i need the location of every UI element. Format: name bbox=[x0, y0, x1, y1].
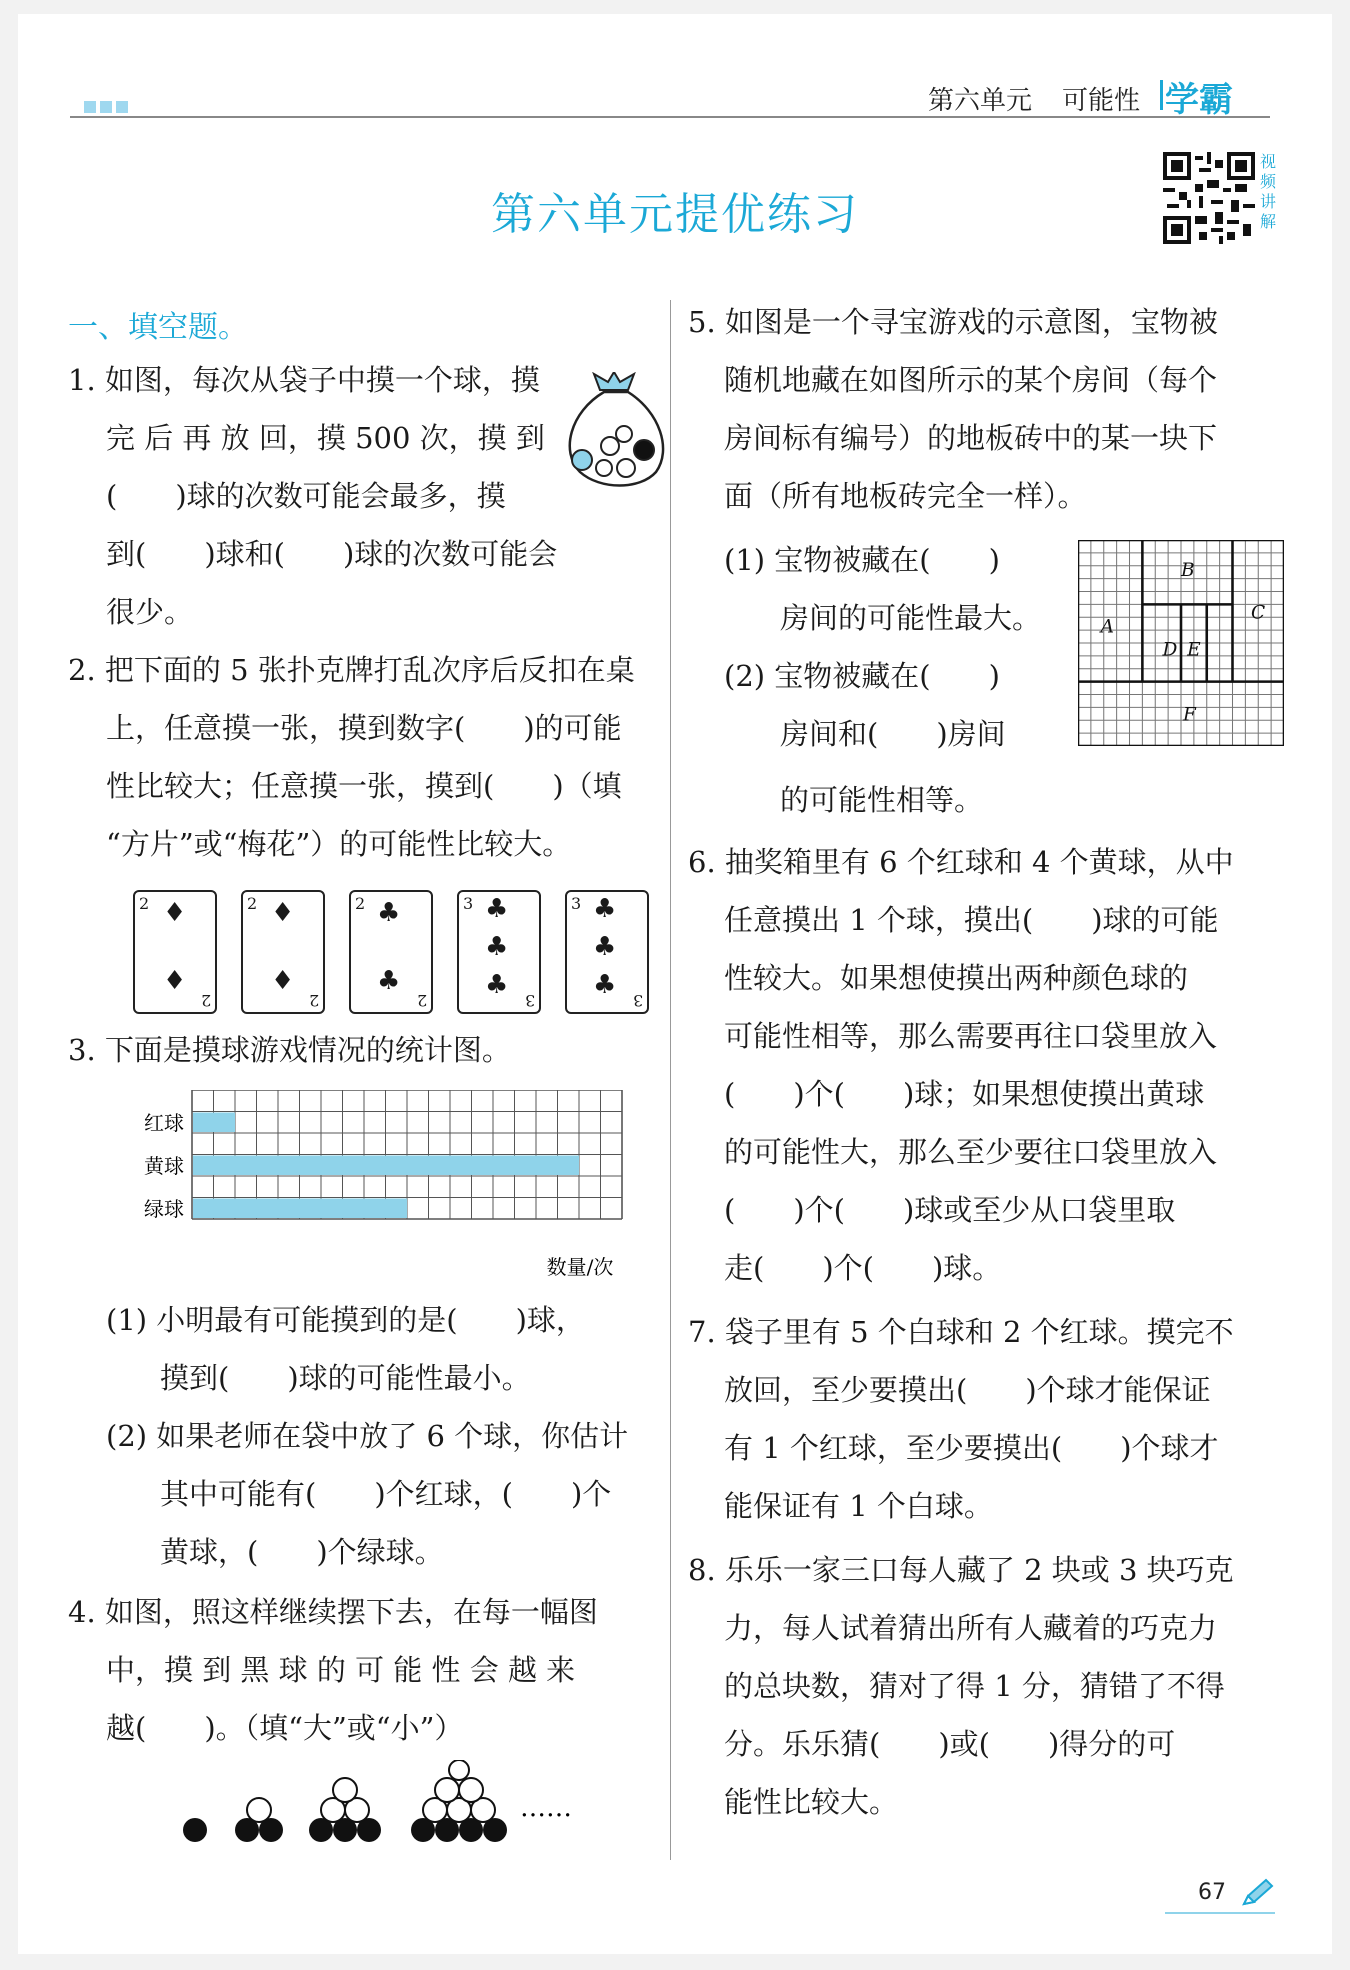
q1-line: 很少。 bbox=[106, 595, 194, 629]
header-topic: 可能性 bbox=[1062, 86, 1141, 116]
black-ball bbox=[634, 440, 654, 460]
q1-line: ( )球的次数可能会最多，摸 bbox=[106, 479, 506, 513]
playing-card: 3 ♣ ♣ ♣ 3 bbox=[457, 890, 541, 1014]
q8-line: 8. 乐乐一家三口每人藏了 2 块或 3 块巧克 bbox=[688, 1553, 1234, 1587]
brand-logo: 学霸 bbox=[1165, 80, 1233, 120]
q7-line: 7. 袋子里有 5 个白球和 2 个红球。摸完不 bbox=[688, 1315, 1234, 1349]
white-ball bbox=[617, 459, 635, 477]
q1-line: 到( )球和( )球的次数可能会 bbox=[106, 537, 558, 571]
q6-line: 任意摸出 1 个球，摸出( )球的可能 bbox=[724, 903, 1219, 937]
q3-sub-line: 黄球，( )个绿球。 bbox=[160, 1535, 444, 1569]
q1-line: 完 后 再 放 回，摸 500 次，摸 到 bbox=[106, 421, 545, 455]
treasure-floor-plan bbox=[1078, 540, 1284, 746]
column-divider bbox=[670, 300, 671, 1860]
white-ball bbox=[616, 426, 632, 442]
q5-line: 房间标有编号）的地板砖中的某一块下 bbox=[724, 421, 1218, 455]
page-number: 67 bbox=[1198, 1880, 1226, 1905]
q2-line: “方片”或“梅花”）的可能性比较大。 bbox=[106, 827, 572, 861]
chart-bar bbox=[193, 1156, 579, 1176]
q5-line: 房间的可能性最大。 bbox=[780, 601, 1042, 635]
q6-line: 6. 抽奖箱里有 6 个红球和 4 个黄球，从中 bbox=[688, 845, 1234, 879]
blue-ball bbox=[572, 450, 592, 470]
q4-line: 越( )。（填“大”或“小”） bbox=[106, 1711, 464, 1745]
q6-line: 性较大。如果想使摸出两种颜色球的 bbox=[724, 961, 1189, 995]
page-title: 第六单元提优练习 bbox=[491, 189, 859, 240]
ball-bag-illustration bbox=[560, 372, 670, 492]
playing-card: 2 ♦ ♦ 2 bbox=[133, 890, 217, 1014]
ellipsis: …… bbox=[520, 1793, 572, 1823]
q2-line: 2. 把下面的 5 张扑克牌打乱次序后反扣在桌 bbox=[68, 653, 635, 687]
pyramid-3 bbox=[309, 1778, 381, 1842]
room-f-label: F bbox=[1183, 704, 1196, 726]
q1-line: 1. 如图，每次从袋子中摸一个球，摸 bbox=[68, 363, 540, 397]
q8-line: 能性比较大。 bbox=[724, 1785, 899, 1819]
pencil-icon bbox=[1240, 1878, 1274, 1908]
chart-category-label: 红球 bbox=[144, 1111, 184, 1135]
q6-line: 的可能性大，那么至少要往口袋里放入 bbox=[724, 1135, 1218, 1169]
q2-line: 上，任意摸一张，摸到数字( )的可能 bbox=[106, 711, 622, 745]
q4-line: 中，摸 到 黑 球 的 可 能 性 会 越 来 bbox=[106, 1653, 576, 1687]
playing-card: 2 ♣ ♣ 2 bbox=[349, 890, 433, 1014]
header-divider bbox=[1160, 80, 1163, 110]
q6-line: 走( )个( )球。 bbox=[724, 1251, 1002, 1285]
footer-rule bbox=[1165, 1912, 1275, 1914]
pyramid-4 bbox=[411, 1760, 507, 1842]
chart-x-label: 数量/次 bbox=[546, 1255, 614, 1279]
chart-category-label: 黄球 bbox=[144, 1154, 184, 1178]
qr-code-icon[interactable] bbox=[1163, 152, 1255, 244]
q7-line: 有 1 个红球，至少要摸出( )个球才 bbox=[724, 1431, 1219, 1465]
q5-line: 面（所有地板砖完全一样）。 bbox=[724, 479, 1087, 513]
playing-card: 3 ♣ ♣ ♣ 3 bbox=[565, 890, 649, 1014]
q5-line: (1) 宝物被藏在( ) bbox=[724, 543, 1000, 577]
q3-sub-line: (1) 小明最有可能摸到的是( )球， bbox=[106, 1303, 585, 1337]
q4-line: 4. 如图，照这样继续摆下去，在每一幅图 bbox=[68, 1595, 598, 1629]
q8-line: 力，每人试着猜出所有人藏着的巧克力 bbox=[724, 1611, 1218, 1645]
header-decoration bbox=[84, 98, 132, 117]
q5-line: 5. 如图是一个寻宝游戏的示意图，宝物被 bbox=[688, 305, 1218, 339]
room-e-label: E bbox=[1187, 639, 1201, 661]
playing-card: 2 ♦ ♦ 2 bbox=[241, 890, 325, 1014]
q6-line: ( )个( )球或至少从口袋里取 bbox=[724, 1193, 1176, 1227]
q5-line: 的可能性相等。 bbox=[780, 783, 984, 817]
room-c-label: C bbox=[1251, 602, 1266, 624]
chart-bar bbox=[193, 1113, 235, 1133]
room-d-label: D bbox=[1162, 639, 1178, 661]
room-a-label: A bbox=[1100, 616, 1115, 638]
pyramid-2 bbox=[235, 1798, 283, 1842]
q3-sub-line: (2) 如果老师在袋中放了 6 个球，你估计 bbox=[106, 1419, 629, 1453]
q6-line: ( )个( )球；如果想使摸出黄球 bbox=[724, 1077, 1205, 1111]
q6-line: 可能性相等，那么需要再往口袋里放入 bbox=[724, 1019, 1218, 1053]
qr-label: 视频讲解 bbox=[1260, 152, 1277, 231]
white-ball bbox=[596, 460, 612, 476]
white-ball bbox=[601, 437, 619, 455]
q3-sub-line: 摸到( )球的可能性最小。 bbox=[160, 1361, 531, 1395]
q7-line: 能保证有 1 个白球。 bbox=[724, 1489, 993, 1523]
room-b-label: B bbox=[1181, 560, 1195, 582]
q5-line: 房间和( )房间 bbox=[780, 717, 1006, 751]
q3-line: 3. 下面是摸球游戏情况的统计图。 bbox=[68, 1033, 511, 1067]
chart-category-label: 绿球 bbox=[144, 1197, 184, 1221]
section-heading-fill-blanks: 一、填空题。 bbox=[68, 310, 248, 345]
q8-line: 的总块数，猜对了得 1 分，猜错了不得 bbox=[724, 1669, 1225, 1703]
pyramid-1 bbox=[183, 1818, 207, 1842]
q2-line: 性比较大；任意摸一张，摸到( )（填 bbox=[106, 769, 622, 803]
q3-sub-line: 其中可能有( )个红球，( )个 bbox=[160, 1477, 612, 1511]
q7-line: 放回，至少要摸出( )个球才能保证 bbox=[724, 1373, 1211, 1407]
q8-line: 分。乐乐猜( )或( )得分的可 bbox=[724, 1727, 1176, 1761]
ball-count-chart bbox=[120, 1090, 640, 1290]
ball-pyramid-sequence bbox=[175, 1760, 595, 1850]
header-unit: 第六单元 bbox=[928, 86, 1033, 116]
q5-line: (2) 宝物被藏在( ) bbox=[724, 659, 1000, 693]
chart-bar bbox=[193, 1199, 407, 1219]
q5-line: 随机地藏在如图所示的某个房间（每个 bbox=[724, 363, 1218, 397]
